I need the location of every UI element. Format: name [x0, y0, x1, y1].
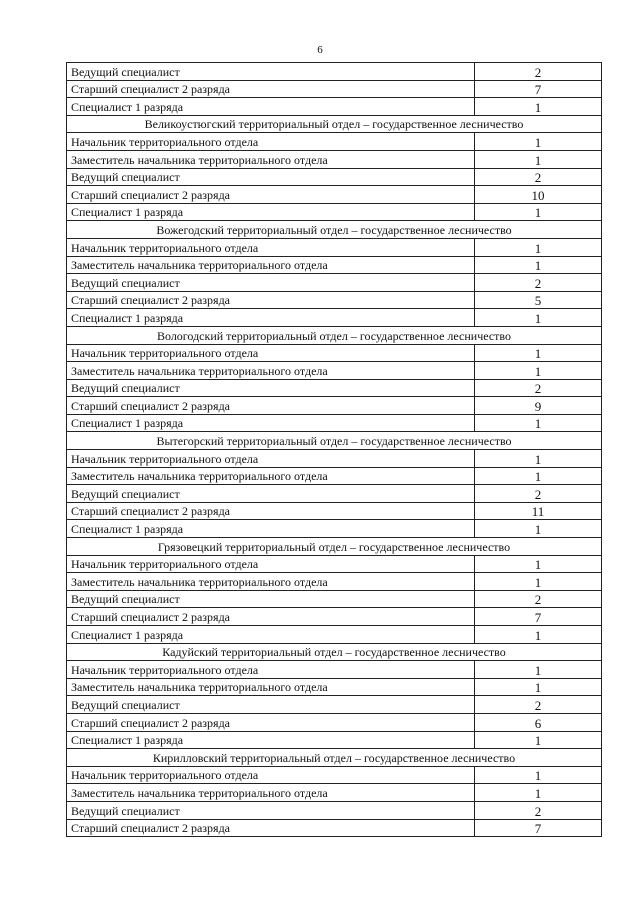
count-cell: 1 [475, 414, 602, 432]
table-row [67, 731, 602, 749]
count-cell: 2 [475, 590, 602, 608]
position-cell: Заместитель начальника территориального отдела [67, 362, 475, 380]
count-cell: 1 [475, 731, 602, 749]
table-row [67, 502, 602, 520]
table-row [67, 573, 602, 591]
section-header-row [67, 643, 602, 661]
table-row [67, 98, 602, 116]
position-cell: Начальник территориального отдела [67, 344, 475, 362]
staffing-table-body [67, 63, 602, 837]
count-cell: 10 [475, 186, 602, 204]
count-cell: 1 [475, 520, 602, 538]
table-row [67, 520, 602, 538]
count-cell: 2 [475, 274, 602, 292]
count-cell: 1 [475, 344, 602, 362]
position-cell: Специалист 1 разряда [67, 731, 475, 749]
position-cell: Старший специалист 2 разряда [67, 80, 475, 98]
count-cell: 2 [475, 168, 602, 186]
table-row [67, 450, 602, 468]
position-cell: Ведущий специалист [67, 696, 475, 714]
section-header-row [67, 749, 602, 767]
table-row [67, 626, 602, 644]
position-cell: Старший специалист 2 разряда [67, 819, 475, 837]
position-cell: Ведущий специалист [67, 590, 475, 608]
section-header-row [67, 432, 602, 450]
position-cell: Ведущий специалист [67, 379, 475, 397]
section-header-row [67, 538, 602, 556]
position-cell: Ведущий специалист [67, 63, 475, 81]
table-row [67, 362, 602, 380]
count-cell: 11 [475, 502, 602, 520]
table-row [67, 150, 602, 168]
position-cell: Заместитель начальника территориального отдела [67, 467, 475, 485]
position-cell: Начальник территориального отдела [67, 238, 475, 256]
position-cell: Заместитель начальника территориального отдела [67, 784, 475, 802]
position-cell: Начальник территориального отдела [67, 450, 475, 468]
table-row [67, 133, 602, 151]
table-row [67, 467, 602, 485]
table-row [67, 819, 602, 837]
count-cell: 1 [475, 150, 602, 168]
section-title: Вологодский территориальный отдел – государственное лесничество [67, 326, 602, 344]
count-cell: 6 [475, 713, 602, 731]
table-row [67, 696, 602, 714]
table-row [67, 344, 602, 362]
table-row [67, 801, 602, 819]
count-cell: 1 [475, 309, 602, 327]
page-number: 6 [317, 44, 323, 56]
table-row [67, 168, 602, 186]
position-cell: Начальник территориального отдела [67, 766, 475, 784]
table-row [67, 274, 602, 292]
count-cell: 1 [475, 661, 602, 679]
table-row [67, 414, 602, 432]
position-cell: Старший специалист 2 разряда [67, 397, 475, 415]
count-cell: 1 [475, 133, 602, 151]
position-cell: Специалист 1 разряда [67, 414, 475, 432]
count-cell: 1 [475, 573, 602, 591]
table-row [67, 590, 602, 608]
position-cell: Специалист 1 разряда [67, 520, 475, 538]
count-cell: 1 [475, 362, 602, 380]
table-row [67, 397, 602, 415]
position-cell: Начальник территориального отдела [67, 555, 475, 573]
count-cell: 7 [475, 608, 602, 626]
position-cell: Заместитель начальника территориального отдела [67, 678, 475, 696]
section-title: Кирилловский территориальный отдел – государственное лесничество [67, 749, 602, 767]
count-cell: 1 [475, 555, 602, 573]
count-cell: 1 [475, 784, 602, 802]
count-cell: 1 [475, 766, 602, 784]
position-cell: Старший специалист 2 разряда [67, 291, 475, 309]
count-cell: 5 [475, 291, 602, 309]
table-row [67, 291, 602, 309]
count-cell: 1 [475, 98, 602, 116]
table-row [67, 63, 602, 81]
table-row [67, 485, 602, 503]
count-cell: 2 [475, 696, 602, 714]
position-cell: Старший специалист 2 разряда [67, 608, 475, 626]
section-header-row [67, 115, 602, 133]
position-cell: Специалист 1 разряда [67, 309, 475, 327]
table-row [67, 256, 602, 274]
table-row [67, 766, 602, 784]
table-row [67, 555, 602, 573]
count-cell: 1 [475, 238, 602, 256]
section-title: Вожегодский территориальный отдел – государственное лесничество [67, 221, 602, 239]
position-cell: Специалист 1 разряда [67, 203, 475, 221]
section-header-row [67, 326, 602, 344]
table-row [67, 203, 602, 221]
count-cell: 1 [475, 678, 602, 696]
count-cell: 9 [475, 397, 602, 415]
position-cell: Специалист 1 разряда [67, 98, 475, 116]
table-row [67, 678, 602, 696]
position-cell: Ведущий специалист [67, 485, 475, 503]
count-cell: 7 [475, 819, 602, 837]
position-cell: Ведущий специалист [67, 801, 475, 819]
table-row [67, 784, 602, 802]
table-row [67, 309, 602, 327]
count-cell: 7 [475, 80, 602, 98]
table-row [67, 379, 602, 397]
table-row [67, 80, 602, 98]
table-row [67, 713, 602, 731]
count-cell: 1 [475, 256, 602, 274]
position-cell: Начальник территориального отдела [67, 661, 475, 679]
position-cell: Заместитель начальника территориального отдела [67, 150, 475, 168]
table-row [67, 661, 602, 679]
section-title: Кадуйский территориальный отдел – государственное лесничество [67, 643, 602, 661]
count-cell: 1 [475, 467, 602, 485]
position-cell: Заместитель начальника территориального отдела [67, 256, 475, 274]
section-title: Грязовецкий территориальный отдел – государственное лесничество [67, 538, 602, 556]
position-cell: Ведущий специалист [67, 168, 475, 186]
count-cell: 2 [475, 801, 602, 819]
position-cell: Старший специалист 2 разряда [67, 713, 475, 731]
staffing-table [66, 62, 602, 837]
position-cell: Заместитель начальника территориального отдела [67, 573, 475, 591]
position-cell: Начальник территориального отдела [67, 133, 475, 151]
count-cell: 2 [475, 379, 602, 397]
table-row [67, 608, 602, 626]
table-row [67, 186, 602, 204]
position-cell: Ведущий специалист [67, 274, 475, 292]
count-cell: 2 [475, 63, 602, 81]
count-cell: 1 [475, 626, 602, 644]
count-cell: 2 [475, 485, 602, 503]
count-cell: 1 [475, 203, 602, 221]
section-title: Вытегорский территориальный отдел – государственное лесничество [67, 432, 602, 450]
section-title: Великоустюгский территориальный отдел – государственное лесничество [67, 115, 602, 133]
count-cell: 1 [475, 450, 602, 468]
table-row [67, 238, 602, 256]
position-cell: Специалист 1 разряда [67, 626, 475, 644]
position-cell: Старший специалист 2 разряда [67, 186, 475, 204]
section-header-row [67, 221, 602, 239]
position-cell: Старший специалист 2 разряда [67, 502, 475, 520]
